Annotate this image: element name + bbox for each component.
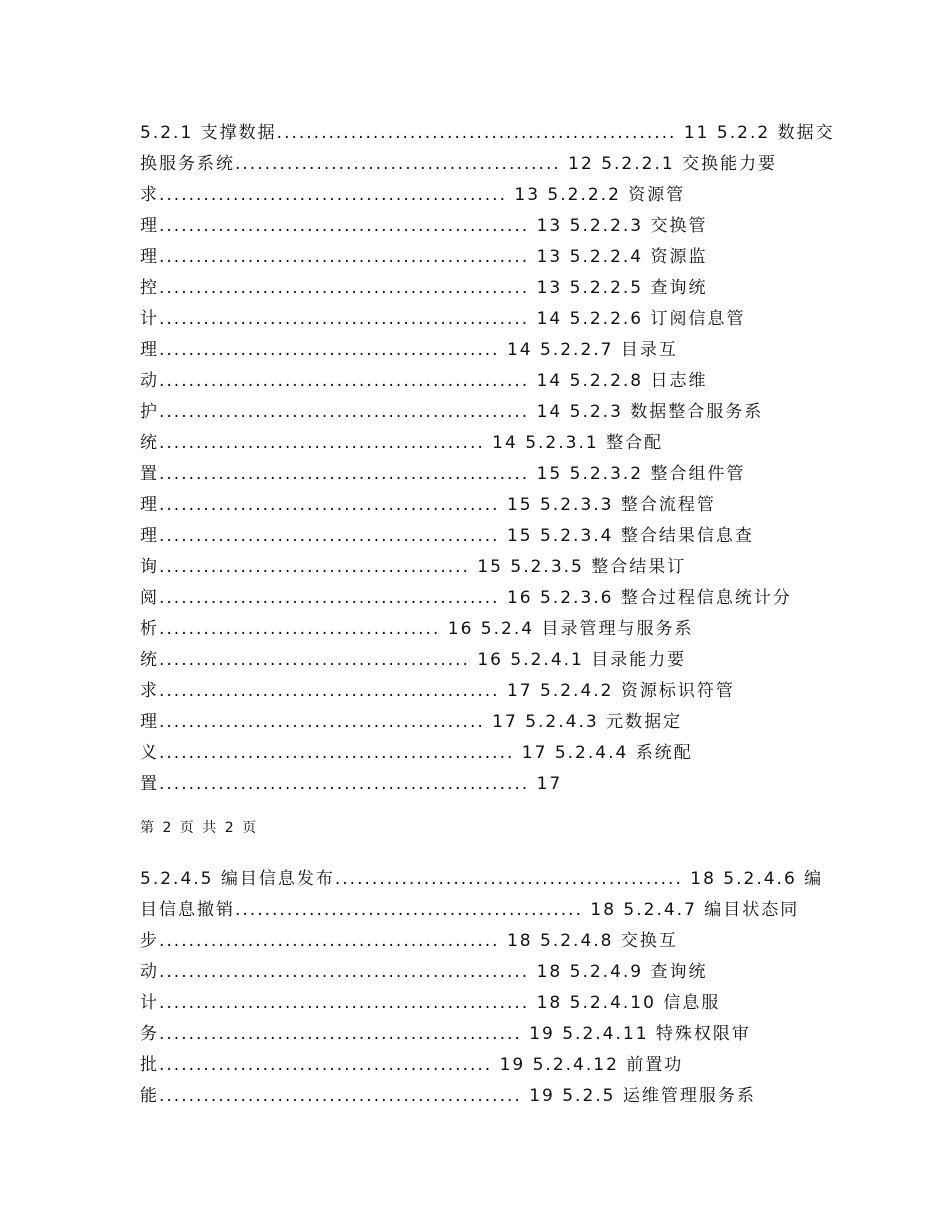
toc-line: 务................................................. 19 5.2.4.11 特殊权限审: [140, 1024, 751, 1044]
toc-line: 理.................................................. 13 5.2.2.4 资源监: [140, 247, 708, 267]
toc-line: 置.................................................. 17: [140, 774, 563, 794]
toc-line: 目信息撤销............................................... 18 5.2.4.7 编目状态同: [140, 900, 800, 920]
toc-line: 批............................................. 19 5.2.4.12 前置功: [140, 1055, 684, 1075]
toc-line: 理.............................................. 15 5.2.3.4 整合结果信息查: [140, 526, 754, 546]
toc-line: 询.......................................... 15 5.2.3.5 整合结果订: [140, 557, 687, 577]
page-footer: 第 2 页 共 2 页: [140, 820, 259, 836]
toc-line: 置.................................................. 15 5.2.3.2 整合组件管: [140, 464, 746, 484]
toc-line: 计.................................................. 14 5.2.2.6 订阅信息管: [140, 309, 746, 329]
toc-block-bottom: [140, 864, 824, 1112]
toc-line: 控.................................................. 13 5.2.2.5 查询统: [140, 278, 708, 298]
toc-line: 理.............................................. 15 5.2.3.3 整合流程管: [140, 495, 716, 515]
toc-line: 析...................................... 16 5.2.4 目录管理与服务系: [140, 619, 694, 639]
toc-line: 义................................................ 17 5.2.4.4 系统配: [140, 743, 693, 763]
toc-line: 统............................................ 14 5.2.3.1 整合配: [140, 433, 664, 453]
toc-line: 5.2.4.5 编目信息发布............................................... 18 5.2.4.6 编: [140, 869, 824, 889]
toc-line: 理.................................................. 13 5.2.2.3 交换管: [140, 216, 708, 236]
toc-line: 换服务系统............................................ 12 5.2.2.1 交换能力要: [140, 154, 778, 174]
toc-line: 求.............................................. 17 5.2.4.2 资源标识符管: [140, 681, 735, 701]
toc-line: 统.......................................... 16 5.2.4.1 目录能力要: [140, 650, 687, 670]
toc-line: 理............................................ 17 5.2.4.3 元数据定: [140, 712, 683, 732]
toc-line: 理.............................................. 14 5.2.2.7 目录互: [140, 340, 678, 360]
toc-line: 能................................................. 19 5.2.5 运维管理服务系: [140, 1086, 756, 1106]
toc-line: 5.2.1 支撑数据...................................................... 11 5.2.2 数据交: [140, 123, 835, 143]
toc-line: 动.................................................. 14 5.2.2.8 日志维: [140, 371, 708, 391]
toc-line: 求............................................... 13 5.2.2.2 资源管: [140, 185, 686, 205]
toc-line: 护.................................................. 14 5.2.3 数据整合服务系: [140, 402, 764, 422]
toc-line: 步.............................................. 18 5.2.4.8 交换互: [140, 931, 678, 951]
toc-line: 计.................................................. 18 5.2.4.10 信息服: [140, 993, 721, 1013]
toc-line: 动.................................................. 18 5.2.4.9 查询统: [140, 962, 708, 982]
toc-line: 阅.............................................. 16 5.2.3.6 整合过程信息统计分: [140, 588, 792, 608]
toc-block-top: [140, 118, 835, 800]
